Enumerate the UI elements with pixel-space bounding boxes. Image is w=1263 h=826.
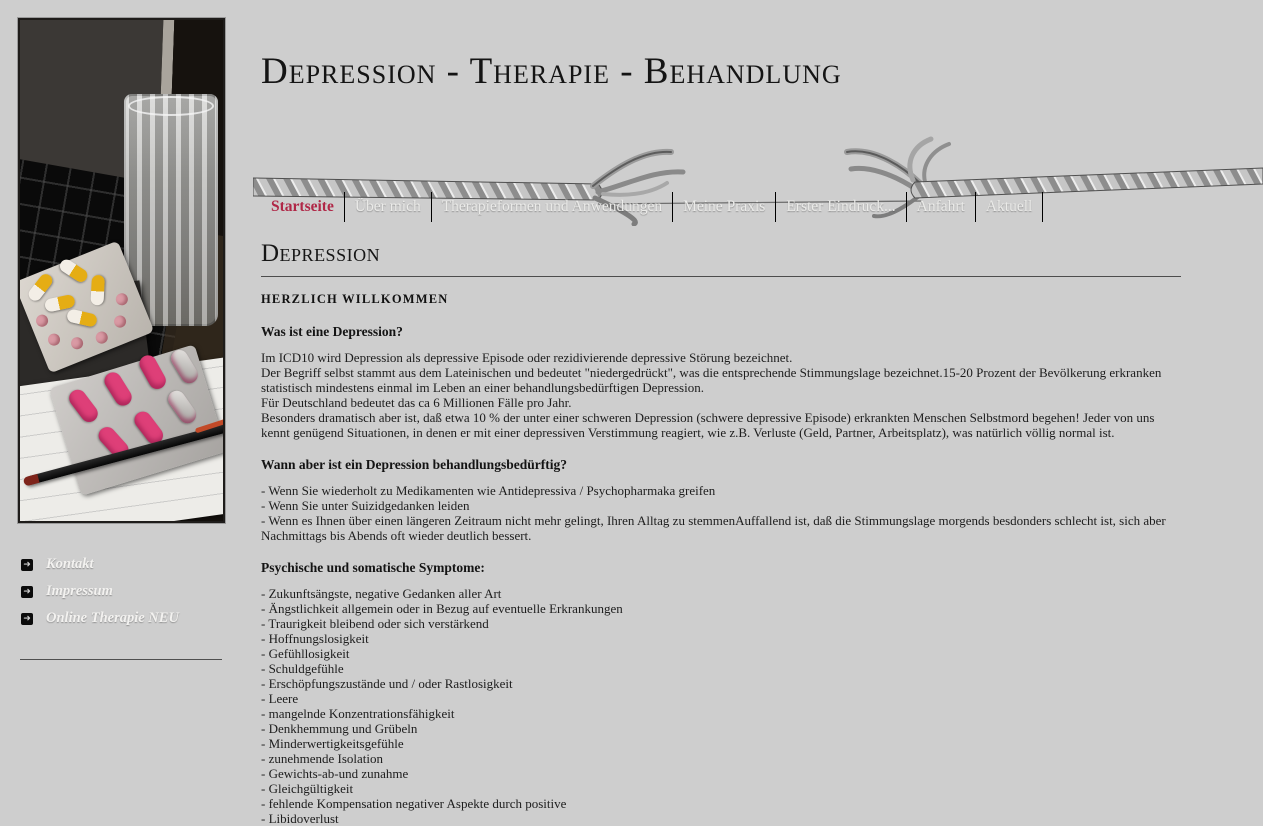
nav-tab[interactable] [976,192,1044,222]
nav-tab-label: Startseite [271,198,334,215]
nav-tab[interactable] [776,192,906,222]
section-symptome [261,560,1181,826]
arrow-right-icon: ➜ [21,586,33,598]
text-line: - Wenn Sie wiederholt zu Medikamenten wie Antidepressiva / Psychopharmaka greifen [261,483,716,498]
nav-tab[interactable] [261,192,345,222]
nav-tab[interactable] [907,192,976,222]
text-line: - Hoffnungslosigkeit [261,631,369,646]
main-content [261,240,1181,826]
section-body [261,586,1181,826]
text-line: - Zukunftsängste, negative Gedanken aller Art [261,586,502,601]
text-line: - Denkhemmung und Grübeln [261,721,418,736]
sidebar-link-label: Online Therapie NEU [46,610,179,626]
text-line: - Schuldgefühle [261,661,344,676]
arrow-right-icon: ➜ [21,559,33,571]
text-line: Im ICD10 wird Depression als depressive Episode oder rezidivierende depressive Störung bezeichnet. [261,350,793,365]
main-nav [261,192,1043,222]
nav-tab[interactable] [673,192,776,222]
sidebar-link-label: Kontakt [46,556,94,572]
text-line: - Ängstlichkeit allgemein oder in Bezug auf eventuelle Erkrankungen [261,601,623,616]
section-body [261,483,1181,543]
text-line: - mangelnde Konzentrationsfähigkeit [261,706,455,721]
nav-tab[interactable] [432,192,673,222]
nav-tab-label: Meine Praxis [683,198,766,215]
section-heading: Was ist eine Depression? [261,324,403,339]
section-heading: Psychische und somatische Symptome: [261,560,485,575]
text-line: - Libidoverlust [261,811,339,826]
nav-tab-label: Aktuell [985,198,1033,215]
text-line: - fehlende Kompensation negativer Aspekte durch positive [261,796,567,811]
section-was-ist-depression [261,324,1181,440]
welcome-text: HERZLICH WILLKOMMEN [261,292,449,306]
sidebar-link[interactable] [21,556,221,573]
sidebar-link[interactable] [21,583,221,600]
sidebar-links [21,556,221,637]
nav-tab[interactable] [345,192,432,222]
section-body [261,350,1181,440]
text-line: Für Deutschland bedeutet das ca 6 Millionen Fälle pro Jahr. [261,395,572,410]
text-line: - Gewichts-ab-und zunahme [261,766,409,781]
sidebar-link[interactable] [21,610,221,627]
section-title: Depression [261,240,1181,277]
text-line: - Traurigkeit bleibend oder sich verstärkend [261,616,489,631]
page-title: Depression - Therapie - Behandlung [261,51,842,92]
text-line: - Minderwertigkeitsgefühle [261,736,404,751]
text-line: - zunehmende Isolation [261,751,384,766]
sidebar-link-label: Impressum [46,583,113,599]
text-line: - Wenn es Ihnen über einen längeren Zeitraum nicht mehr gelingt, Ihren Alltag zu stemmenAuffallend ist, daß die Stimmungslage morgends besdonders schlecht ist, sich aber Nachmittags bis Abends oft wieder deutlich bessert. [261,513,1166,543]
nav-tab-label: Über mich [354,198,421,215]
arrow-right-icon: ➜ [21,613,33,625]
nav-tab-label: Anfahrt [916,198,965,215]
text-line: - Wenn Sie unter Suizidgedanken leiden [261,498,470,513]
sidebar-photo [18,18,225,523]
text-line: Der Begriff selbst stammt aus dem Lateinischen und bedeutet "niedergedrückt", was die entsprechende Stimmungslage bezeichnet.15-20 Prozent der Bevölkerung erkranken statistisch mindestens einmal im Leben an einer behandlungsbedürftigen Depression. [261,365,1162,395]
sidebar-divider [20,659,222,660]
text-line: - Gleichgültigkeit [261,781,354,796]
section-heading: Wann aber ist ein Depression behandlungsbedürftig? [261,457,567,472]
text-line: - Erschöpfungszustände und / oder Rastlosigkeit [261,676,513,691]
nav-tab-label: Therapieformen und Anwendungen [441,198,663,215]
text-line: - Leere [261,691,299,706]
section-behandlungsbeduerftig [261,457,1181,543]
text-line: Besonders dramatisch aber ist, daß etwa 10 % der unter einer schweren Depression (schwere depressive Episode) erkrankten Menschen Selbstmord begehen! Jeder von uns kennt genügend Situationen, in denen er mit einer depressiven Verstimmung reagiert, wie z.B. Verluste (Geld, Partner, Arbeitsplatz), was natürlich völlig normal ist. [261,410,1155,440]
nav-tab-label: Erster Eindruck... [786,198,896,215]
text-line: - Gefühllosigkeit [261,646,350,661]
